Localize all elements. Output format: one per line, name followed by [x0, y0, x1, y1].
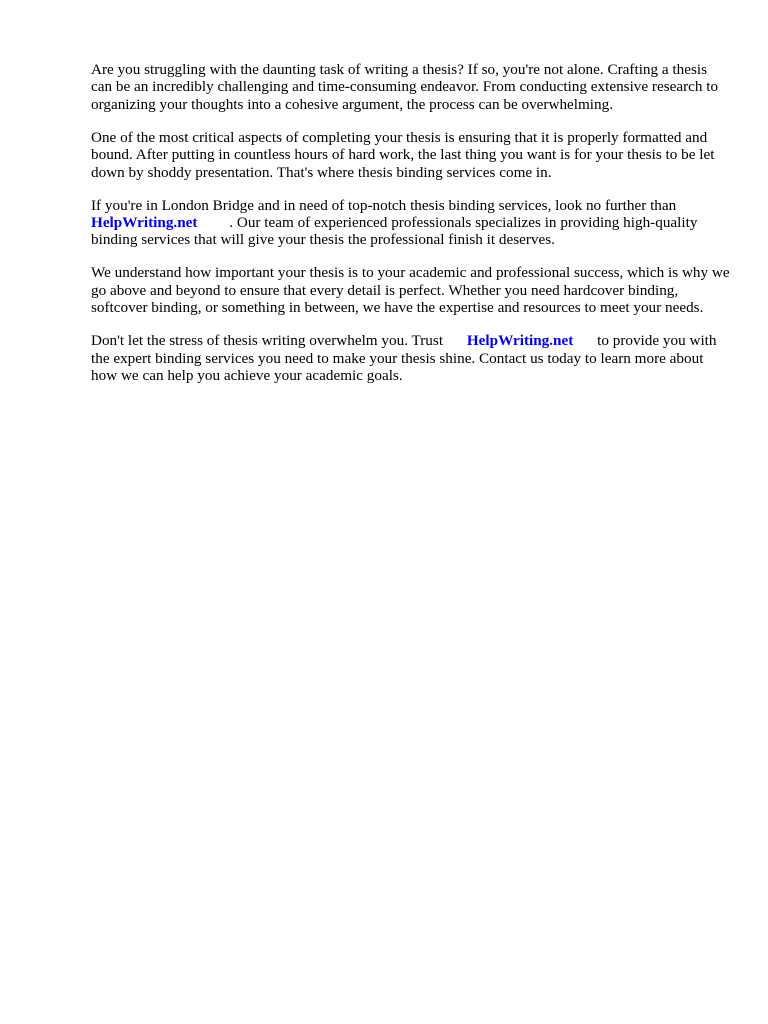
paragraph-formatting: One of the most critical aspects of completing your thesis is ensuring that it is properly formatted and bound. After putting in countless hours of hard work, the last thing you want is for your thesis to be let down by shoddy presentation. That's where thesis binding services come in.	[91, 128, 715, 181]
document-body	[91, 61, 731, 400]
helpwriting-link[interactable]: HelpWriting.net	[466, 332, 574, 350]
paragraph-commitment: We understand how important your thesis is to your academic and professional success, which is why we go above and beyond to ensure that every detail is perfect. Whether you need hardcover binding, softcover binding, or something in between, we have the expertise and resources to meet your needs.	[91, 264, 730, 317]
paragraph-text-before-link: Don't let the stress of thesis writing overwhelm you. Trust	[91, 332, 444, 350]
paragraph-text-after-link: . Our team of experienced professionals specializes in providing high-quality binding services that will give your thesis the professional finish it deserves.	[91, 214, 698, 249]
paragraph-text-before-link: If you're in London Bridge and in need of top-notch thesis binding services, look no further than	[91, 196, 677, 214]
helpwriting-link[interactable]: HelpWriting.net	[91, 214, 198, 232]
paragraph-london-bridge	[91, 197, 731, 249]
paragraph-call-to-action	[91, 332, 731, 384]
paragraph-intro: Are you struggling with the daunting task of writing a thesis? If so, you're not alone. Crafting a thesis can be an incredibly challenging and time-consuming endeavor. From conducting extensive research to organizing your thoughts into a cohesive argument, the process can be overwhelming.	[91, 61, 719, 113]
paragraph-text-after-link: to provide you with the expert binding services you need to make your thesis shine. Contact us today to learn more about how we can help you achieve your academic goals.	[91, 332, 717, 385]
